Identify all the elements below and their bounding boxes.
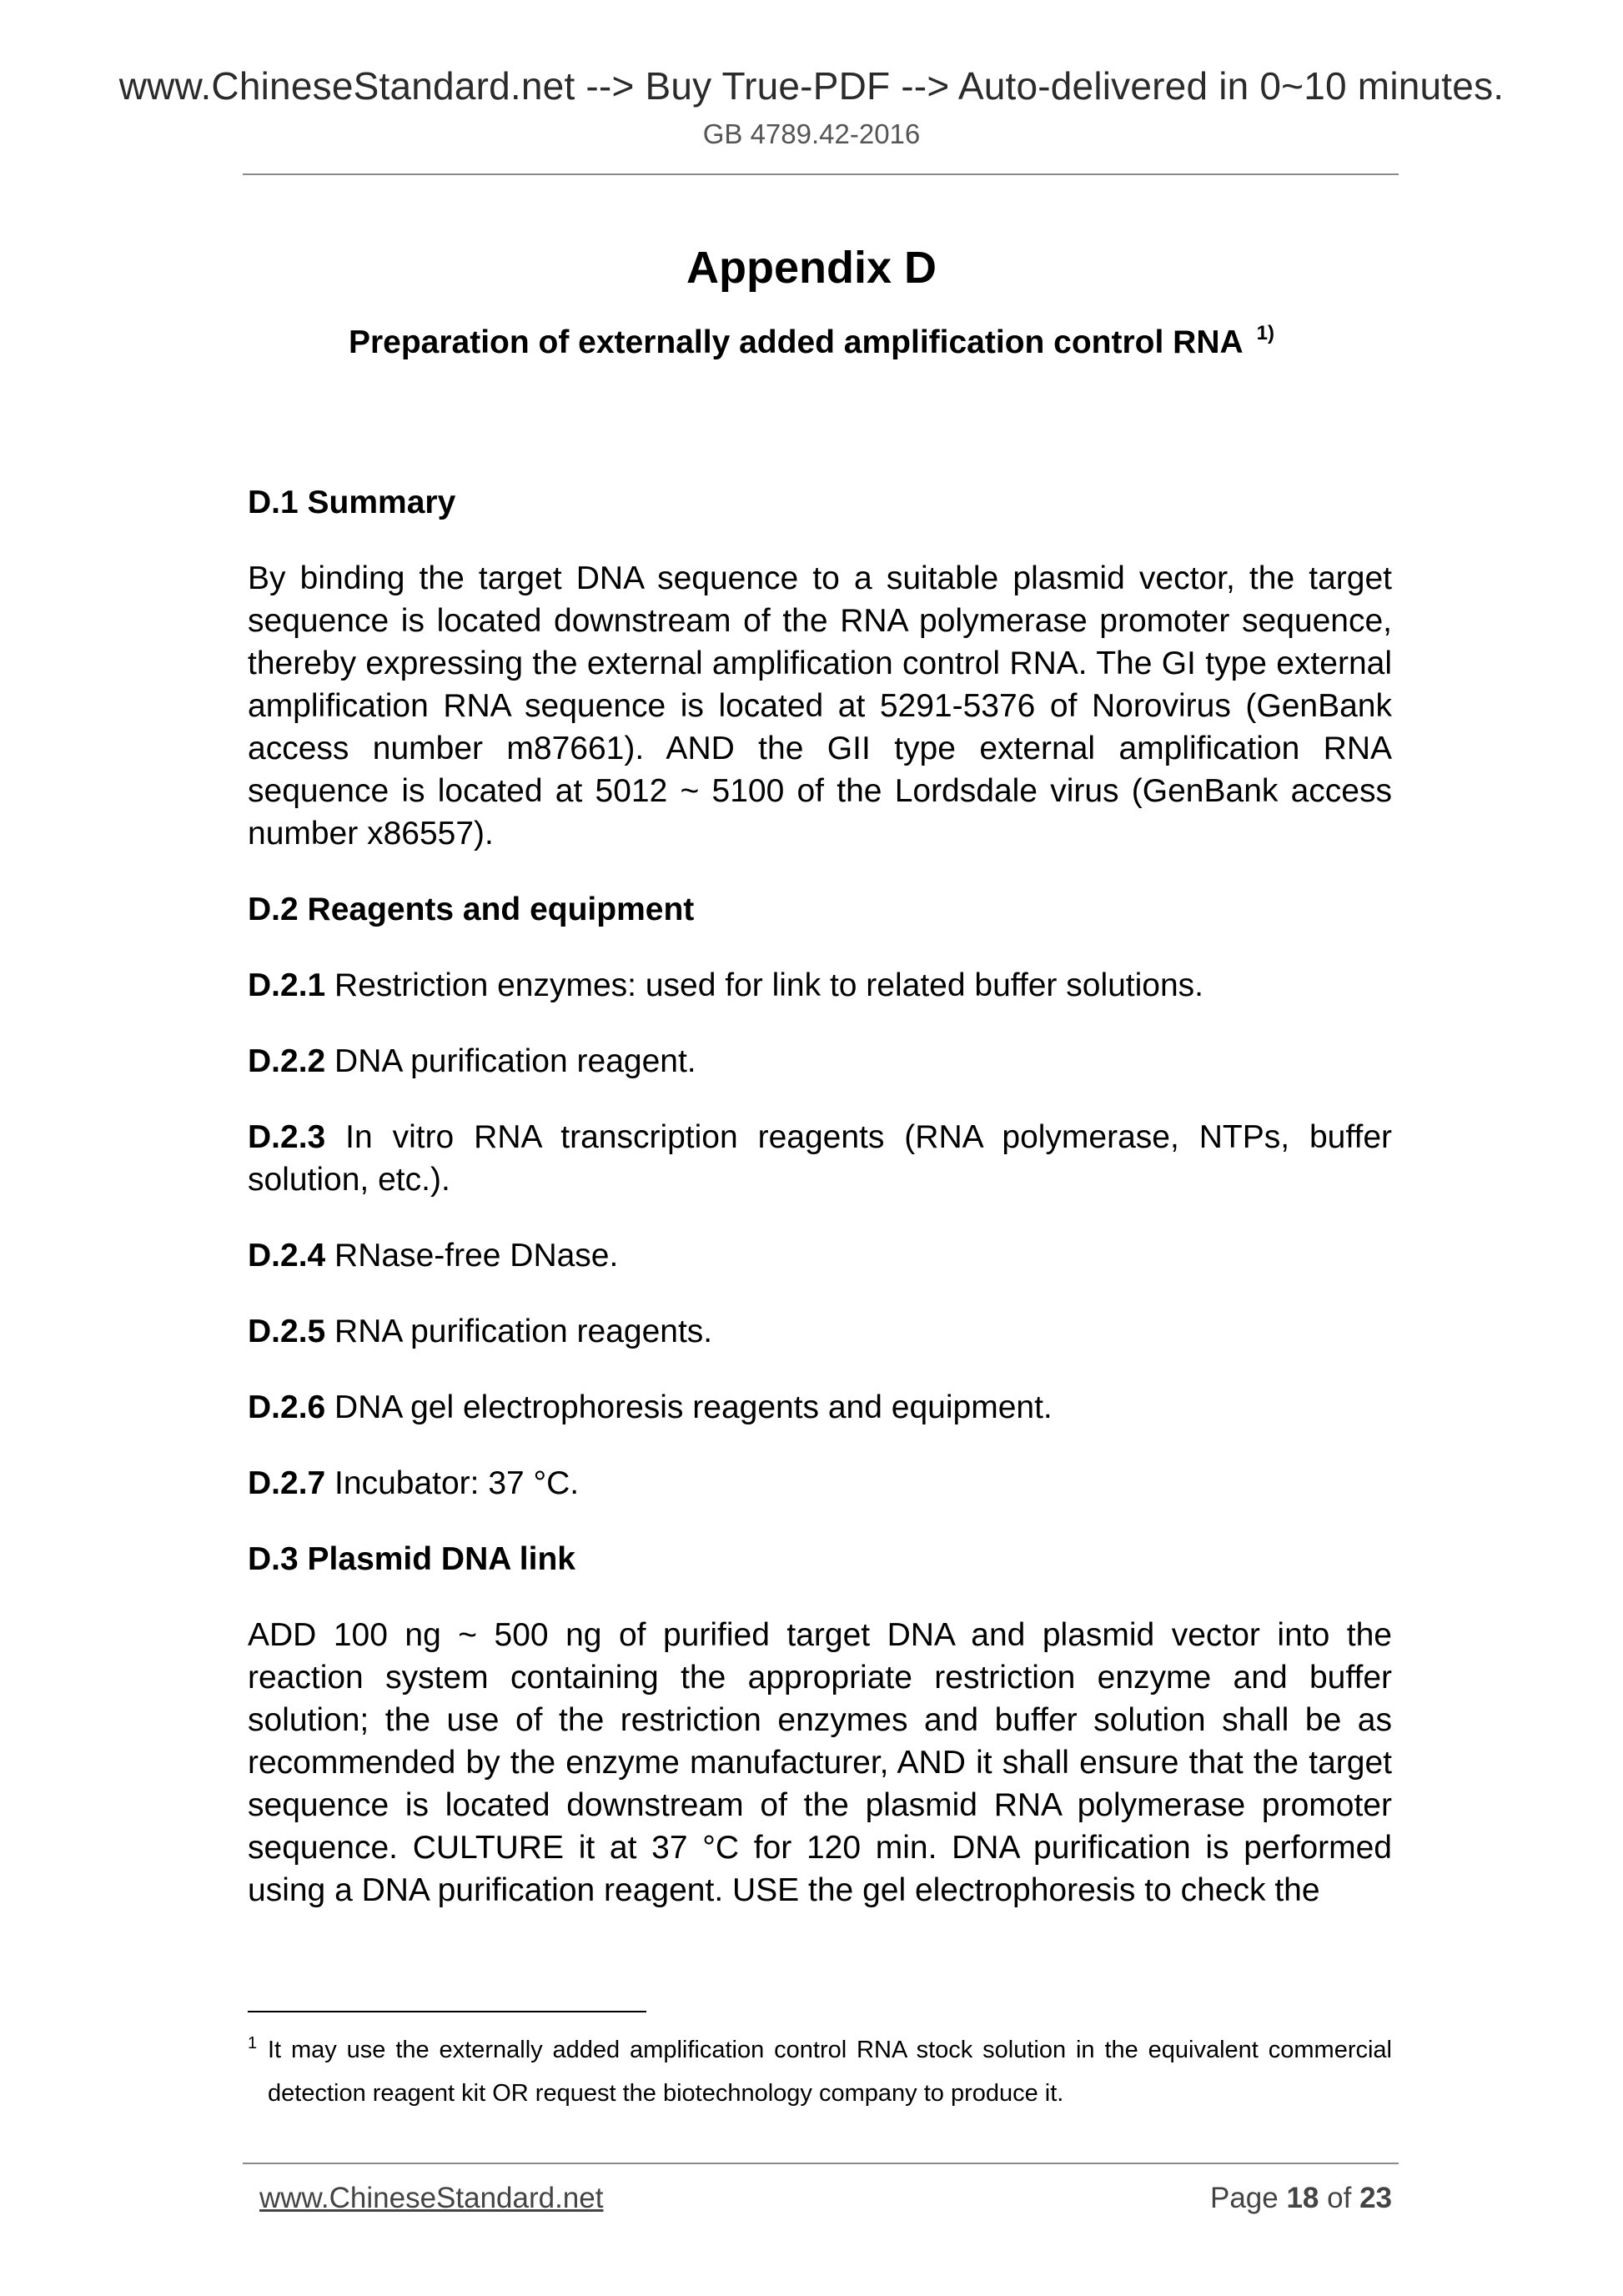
footnote [248,2028,1392,2115]
clause-d2-2 [248,1040,1392,1083]
clause-d2-3 [248,1116,1392,1201]
appendix-title: Appendix D [686,243,937,293]
footnote-divider [248,2011,646,2012]
clause-d2-6 [248,1386,1392,1429]
clause-text: DNA purification reagent. [325,1043,696,1079]
document-body [248,481,1392,1945]
clause-number: D.2.6 [248,1389,326,1425]
clause-d2-4 [248,1234,1392,1277]
clause-number: D.2.3 [248,1119,326,1155]
appendix-subtitle [0,322,1623,361]
footnote-mark: 1 [248,2034,258,2052]
section-body-d3: ADD 100 ng ~ 500 ng of purified target DNA and plasmid vector into the reaction system containing the appropriate restriction enzyme and buffer solution; the use of the restriction enzymes and buffer solution shall be as recommended by the enzyme manufacturer, AND it shall ensure that the target sequence is located downstream of the plasmid RNA polymerase promoter sequence. CULTURE it at 37 °C for 120 min. DNA purification is performed using a DNA purification reagent. USE the gel electrophoresis to check the [248,1617,1392,1908]
clause-d2-1 [248,964,1392,1007]
section-heading-d1: D.1 Summary [248,485,456,520]
clause-d2-5 [248,1310,1392,1353]
section-heading-d3: D.3 Plasmid DNA link [248,1541,575,1577]
clause-number: D.2.7 [248,1465,326,1501]
site-banner: www.ChineseStandard.net --> Buy True-PDF --> Auto-delivered in 0~10 minutes. [118,64,1505,108]
footer-site-link[interactable]: www.ChineseStandard.net [259,2182,604,2214]
clause-text: DNA gel electrophoresis reagents and equipment. [325,1389,1053,1425]
page-current: 18 [1286,2182,1319,2214]
clause-number: D.2.1 [248,967,326,1003]
footnote-reference[interactable]: 1) [1256,322,1275,344]
clause-d2-7 [248,1462,1392,1505]
section-heading-d2: D.2 Reagents and equipment [248,892,695,927]
clause-text: Incubator: 37 °C. [325,1465,580,1501]
clause-text: Restriction enzymes: used for link to related buffer solutions. [325,967,1204,1003]
clause-text: In vitro RNA transcription reagents (RNA polymerase, NTPs, buffer solution, etc.). [248,1119,1392,1198]
page-indicator [1210,2182,1392,2215]
clause-text: RNase-free DNase. [325,1238,619,1274]
header-divider [243,173,1399,175]
clause-number: D.2.5 [248,1314,326,1349]
clause-text: RNA purification reagents. [325,1314,713,1349]
page-of: of [1327,2182,1352,2214]
standard-code: GB 4789.42-2016 [702,118,921,149]
page-total: 23 [1359,2182,1392,2214]
clause-number: D.2.4 [248,1238,326,1274]
appendix-subtitle-text: Preparation of externally added amplification control RNA [348,324,1244,360]
footer-divider [243,2163,1399,2164]
section-body-d1: By binding the target DNA sequence to a suitable plasmid vector, the target sequence is located downstream of the RNA polymerase promoter sequence, thereby expressing the external amplification control RNA. The GI type external amplification RNA sequence is located at 5291-5376 of Norovirus (GenBank access number m87661). AND the GII type external amplification RNA sequence is located at 5012 ~ 5100 of the Lordsdale virus (GenBank access number x86557). [248,560,1392,852]
clause-number: D.2.2 [248,1043,326,1079]
footnote-text: It may use the externally added amplification control RNA stock solution in the equivalent commercial detection reagent kit OR request the biotechnology company to produce it. [268,2037,1392,2107]
page-word: Page [1209,2182,1279,2214]
